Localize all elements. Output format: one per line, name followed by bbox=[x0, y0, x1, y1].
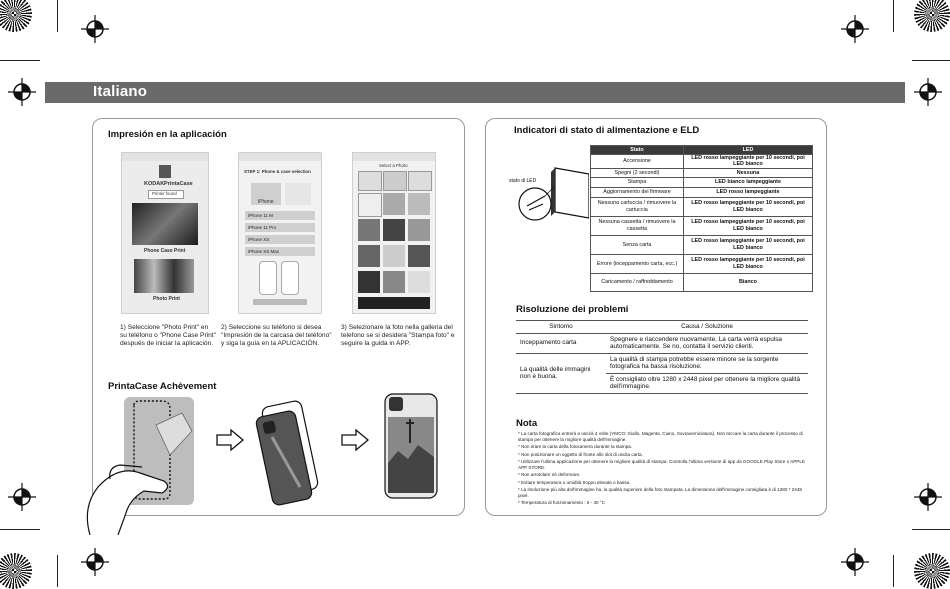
achievement-title: PrintaCase Achèvement bbox=[108, 381, 217, 392]
gallery-thumb[interactable] bbox=[408, 219, 430, 241]
symptom-cell: Inceppamento carta bbox=[516, 333, 606, 353]
gallery-thumb[interactable] bbox=[383, 245, 405, 267]
color-calibration-icon bbox=[0, 0, 32, 32]
printer-found-label: Printer found bbox=[152, 191, 177, 196]
cause-cell: Spegnere e riaccendere nuovamente. La carta verrà espulsa automaticamente. Se no, contatta il servizio clienti. bbox=[606, 333, 808, 353]
step-3-caption: 3) Selezionare la foto nella galleria del telefono se si desidera "Stampa foto" e seguire la guida in APP. bbox=[341, 324, 455, 347]
led-state: Senza carta bbox=[591, 235, 684, 254]
product-text: PrintaCase bbox=[164, 181, 193, 187]
cause-cell: La qualità di stampa potrebbe essere minore se la sorgente fotografica ha bassa risoluzione. bbox=[606, 353, 808, 373]
hand-applying-sticker-illustration bbox=[60, 395, 210, 535]
note-item: * Non tirare la carta della fotocamera durante la stampa. bbox=[518, 444, 633, 450]
arrow-right-icon bbox=[340, 428, 370, 457]
led-behavior: LED rosso lampeggiante per 10 secondi, poi LED bianco bbox=[684, 197, 813, 216]
led-behavior: Bianco bbox=[684, 273, 813, 291]
photo-print-image[interactable] bbox=[134, 259, 194, 293]
trim-mark bbox=[893, 0, 894, 32]
note-item: * Temperatura di funzionamento : 5 - 40 °C bbox=[518, 500, 606, 506]
kodak-logo-icon bbox=[159, 165, 171, 178]
gallery-thumb[interactable] bbox=[358, 271, 380, 293]
led-state: Spegni (2 secondi) bbox=[591, 168, 684, 177]
led-header-led: LED bbox=[684, 146, 813, 155]
trim-mark bbox=[912, 60, 950, 61]
gallery-thumb[interactable] bbox=[383, 219, 405, 241]
gallery-thumb[interactable] bbox=[358, 171, 382, 191]
gallery-thumb[interactable] bbox=[358, 193, 382, 217]
gallery-thumb[interactable] bbox=[383, 271, 405, 293]
gallery-thumb[interactable] bbox=[358, 297, 430, 309]
gallery-thumb[interactable] bbox=[408, 271, 430, 293]
registration-mark-icon bbox=[81, 548, 109, 576]
led-state: Stampa bbox=[591, 177, 684, 187]
gallery-thumb[interactable] bbox=[408, 193, 430, 215]
registration-mark-icon bbox=[841, 548, 869, 576]
case-preview bbox=[281, 261, 299, 295]
led-state: Nessuna cartuccia / rimuovere la cartuccia bbox=[591, 197, 684, 216]
troubleshooting-table bbox=[516, 320, 808, 394]
symptom-cell: La qualità delle immagini non è buona. bbox=[516, 353, 606, 393]
color-calibration-icon bbox=[914, 553, 950, 589]
trim-mark bbox=[57, 0, 58, 32]
phone-screenshot-selection bbox=[238, 152, 322, 314]
model-row[interactable]: iPhone XS Max bbox=[245, 247, 315, 256]
registration-mark-icon bbox=[8, 78, 36, 106]
led-section-title: Indicatori di stato di alimentazione e ELD bbox=[514, 125, 700, 136]
step-2-caption: 2) Seleccione su teléfono si desea "Impresión de la carcasa del teléfono" y siga la guía en la APLICACIÓN. bbox=[221, 324, 332, 347]
printer-led-illustration bbox=[505, 162, 589, 226]
printed-case-illustration bbox=[384, 393, 438, 499]
status-bar bbox=[239, 153, 321, 161]
troubleshooting-title: Risoluzione dei problemi bbox=[516, 304, 629, 315]
next-button[interactable] bbox=[253, 299, 307, 305]
model-row[interactable]: iPhone 11 M bbox=[245, 211, 315, 220]
status-led-label: stato di LED bbox=[509, 178, 537, 184]
gallery-thumb[interactable] bbox=[358, 245, 380, 267]
registration-mark-icon bbox=[81, 15, 109, 43]
arrow-right-icon bbox=[215, 428, 245, 457]
status-bar bbox=[122, 153, 208, 161]
gallery-thumb[interactable] bbox=[408, 171, 432, 191]
registration-mark-icon bbox=[8, 483, 36, 511]
trim-mark bbox=[0, 529, 40, 530]
language-header-band bbox=[45, 82, 905, 103]
step-1-caption: 1) Seleccione "Photo Print" en su teléfono o "Phone Case Print" después de iniciar la aplicación. bbox=[120, 324, 216, 347]
led-behavior: LED bianco lampeggiante bbox=[684, 177, 813, 187]
led-header-status: Stato bbox=[591, 146, 684, 155]
photo-print-option[interactable]: Photo Print bbox=[153, 296, 180, 302]
registration-mark-icon bbox=[914, 483, 942, 511]
led-behavior: LED rosso lampeggiante per 10 secondi, poi LED bianco bbox=[684, 235, 813, 254]
trim-mark bbox=[57, 555, 58, 587]
notes-title: Nota bbox=[516, 418, 538, 429]
cause-cell: È consigliato oltre 1280 x 2448 pixel per ottenere la migliore qualità dell'immagine. bbox=[606, 373, 808, 393]
led-state: Caricamento / raffreddamento bbox=[591, 273, 684, 291]
color-calibration-icon bbox=[914, 0, 950, 32]
gallery-thumb[interactable] bbox=[358, 219, 380, 241]
gallery-thumb[interactable] bbox=[408, 245, 430, 267]
phone-screenshot-home bbox=[121, 152, 209, 314]
note-item: * Utilizzare l'ultima applicazione per ottenere la migliore qualità di stampa. Controlla l'ultima versione di app da GOOGLE Play Store o APPLE APP STORE. bbox=[518, 458, 805, 470]
iphone-tab-label: iPhone bbox=[258, 199, 274, 205]
brand-text: KODAK bbox=[144, 181, 165, 187]
trim-mark bbox=[0, 60, 40, 61]
led-status-table bbox=[590, 145, 813, 292]
other-tab[interactable] bbox=[285, 183, 311, 205]
phone-case-print-option[interactable]: Phone Case Print bbox=[144, 248, 186, 254]
gallery-thumb[interactable] bbox=[383, 171, 407, 191]
note-item: * Non arrotolare né deformare. bbox=[518, 472, 581, 478]
app-print-title: Impresión en la aplicación bbox=[108, 129, 227, 140]
led-behavior: LED rosso lampeggiante bbox=[684, 187, 813, 197]
phone-screenshot-gallery bbox=[352, 152, 436, 314]
registration-mark-icon bbox=[914, 78, 942, 106]
symptom-header: Sintomo bbox=[516, 321, 606, 334]
language-title: Italiano bbox=[93, 83, 148, 100]
phone-in-case-illustration bbox=[252, 397, 322, 509]
status-bar bbox=[353, 153, 435, 161]
led-state: Accensione bbox=[591, 155, 684, 169]
phone-case-image[interactable] bbox=[132, 203, 198, 245]
color-calibration-icon bbox=[0, 553, 32, 589]
note-item: * La risoluzione più alta dell'immagine ha, la qualità superiore della foto stampata. La dimensione dell'immagine consigliata è di 1280 * 2448 pixel. bbox=[518, 486, 802, 498]
led-state: Aggiornamento del firmware bbox=[591, 187, 684, 197]
led-behavior: LED rosso lampeggiante per 10 secondi, poi LED bianco bbox=[684, 216, 813, 235]
led-behavior: Nessuna bbox=[684, 168, 813, 177]
gallery-thumb[interactable] bbox=[383, 193, 405, 215]
step-title: STEP 1: Phone & case selection bbox=[244, 169, 311, 174]
led-state: Errore (inceppamento carta, ecc.) bbox=[591, 254, 684, 273]
gallery-title: Select a Photo bbox=[379, 163, 408, 168]
notes-list bbox=[518, 431, 808, 508]
trim-mark bbox=[912, 529, 950, 530]
note-item: * Non posizionare un oggetto di fronte allo slot di uscita carta. bbox=[518, 451, 643, 457]
note-item: * Evitare temperatura o umidità troppo elevata o bassa. bbox=[518, 479, 631, 485]
model-row[interactable]: iPhone XS bbox=[245, 235, 315, 244]
trim-mark bbox=[893, 555, 894, 587]
case-preview bbox=[259, 261, 277, 295]
note-item: * La carta fotografica entrerà e uscirà 4 volte (YMCO: Giallo, Magenta, Ciano, Sovraverniciatura). Non toccare la carta durante il processo di stampa per ottenere la migliore qualità dell'immagine. bbox=[518, 431, 803, 442]
led-behavior: LED rosso lampeggiante per 10 secondi, poi LED bianco bbox=[684, 155, 813, 169]
led-behavior: LED rosso lampeggiante per 10 secondi, poi LED bianco bbox=[684, 254, 813, 273]
led-state: Nessuna cassetta / rimuovere la cassetta bbox=[591, 216, 684, 235]
registration-mark-icon bbox=[841, 15, 869, 43]
cause-header: Causa / Soluzione bbox=[606, 321, 808, 334]
model-row[interactable]: iPhone 11 Pro bbox=[245, 223, 315, 232]
